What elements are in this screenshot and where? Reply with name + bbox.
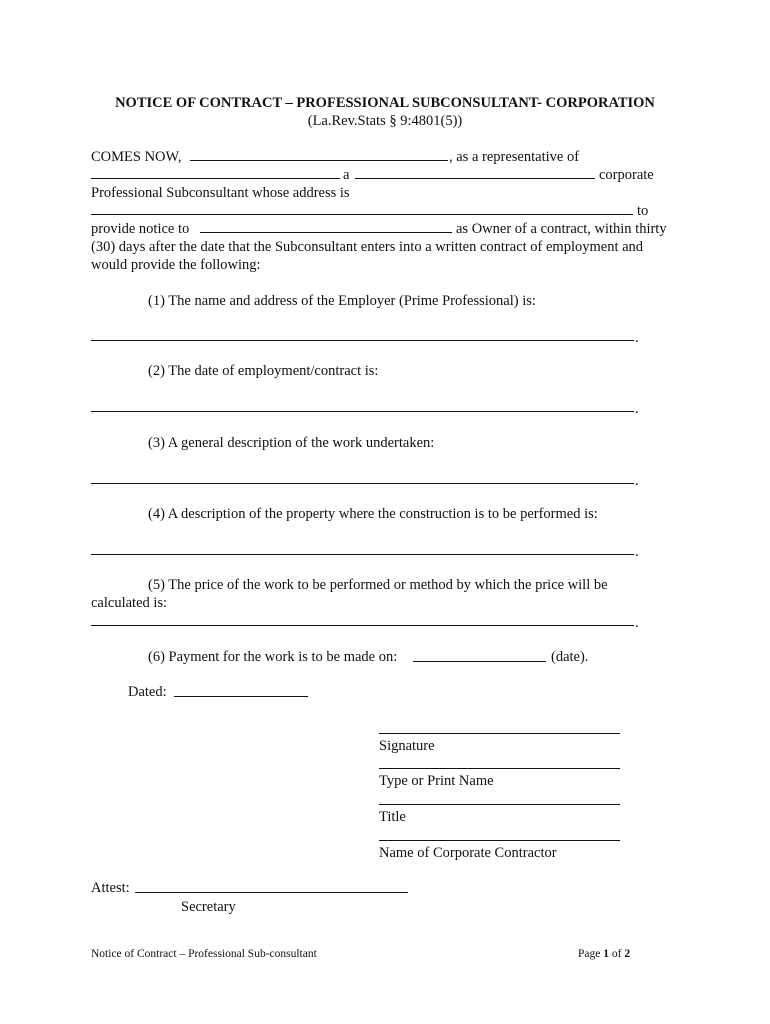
item-1-label: (1) The name and address of the Employer (Prime Professional) is: bbox=[148, 293, 536, 309]
signature-field[interactable] bbox=[379, 733, 620, 734]
payment-date-field[interactable] bbox=[413, 661, 546, 662]
item-5-label-line-2: calculated is: bbox=[91, 595, 168, 611]
dated-field[interactable] bbox=[174, 696, 308, 697]
item-6-label: (6) Payment for the work is to be made on: bbox=[148, 649, 398, 665]
corporate-contractor-field[interactable] bbox=[379, 840, 620, 841]
page-current: 1 bbox=[603, 948, 609, 960]
item-3-period: . bbox=[635, 473, 639, 489]
item-5-field[interactable] bbox=[91, 625, 634, 626]
item-2-period: . bbox=[635, 401, 639, 417]
paragraph-line-3: (30) days after the date that the Subconsultant enters into a written contract of employment and bbox=[91, 239, 644, 255]
item-1-period: . bbox=[635, 330, 639, 346]
signature-label: Signature bbox=[379, 738, 435, 754]
item-2-label: (2) The date of employment/contract is: bbox=[148, 363, 379, 379]
provide-notice-label: provide notice to bbox=[91, 221, 190, 237]
as-representative-label: , as a representative of bbox=[449, 149, 580, 165]
owner-name-field[interactable] bbox=[200, 232, 452, 233]
a-label: a bbox=[343, 167, 350, 183]
representative-name-field[interactable] bbox=[190, 160, 448, 161]
document-title: NOTICE OF CONTRACT – PROFESSIONAL SUBCONSULTANT- CORPORATION bbox=[115, 95, 655, 111]
paragraph-line-4: would provide the following: bbox=[91, 257, 261, 273]
item-1-field[interactable] bbox=[91, 340, 634, 341]
item-2-field[interactable] bbox=[91, 411, 634, 412]
print-name-field[interactable] bbox=[379, 768, 620, 769]
page-word: Page bbox=[578, 948, 601, 960]
item-5-period: . bbox=[635, 615, 639, 631]
title-field[interactable] bbox=[379, 804, 620, 805]
item-3-label: (3) A general description of the work undertaken: bbox=[148, 435, 435, 451]
item-3-field[interactable] bbox=[91, 483, 634, 484]
subconsultant-name-field[interactable] bbox=[91, 178, 340, 179]
corporate-type-field[interactable] bbox=[355, 178, 595, 179]
page-number bbox=[578, 945, 630, 963]
footer-title: Notice of Contract – Professional Sub-consultant bbox=[91, 948, 317, 960]
print-name-label: Type or Print Name bbox=[379, 773, 494, 789]
document-subtitle: (La.Rev.Stats § 9:4801(5)) bbox=[307, 113, 463, 129]
item-5-label-line-1: (5) The price of the work to be performed or method by which the price will be bbox=[148, 577, 608, 593]
of-word: of bbox=[611, 948, 622, 960]
address-field[interactable] bbox=[91, 214, 633, 215]
corporate-label: corporate bbox=[599, 167, 654, 183]
to-label: to bbox=[637, 203, 649, 219]
attest-label: Attest: bbox=[91, 880, 130, 896]
secretary-label: Secretary bbox=[181, 899, 236, 915]
item-6-date-label: (date). bbox=[551, 649, 589, 665]
page-total: 2 bbox=[624, 948, 631, 960]
item-4-label: (4) A description of the property where the construction is to be performed is: bbox=[148, 506, 598, 522]
attest-field[interactable] bbox=[135, 892, 408, 893]
corporate-contractor-label: Name of Corporate Contractor bbox=[379, 845, 557, 861]
comes-now-label: COMES NOW, bbox=[91, 149, 182, 165]
address-label: Professional Subconsultant whose address is bbox=[91, 185, 350, 201]
title-label: Title bbox=[379, 809, 406, 825]
item-4-period: . bbox=[635, 544, 639, 560]
as-owner-label: as Owner of a contract, within thirty bbox=[456, 221, 667, 237]
item-4-field[interactable] bbox=[91, 554, 634, 555]
dated-label: Dated: bbox=[128, 684, 167, 700]
